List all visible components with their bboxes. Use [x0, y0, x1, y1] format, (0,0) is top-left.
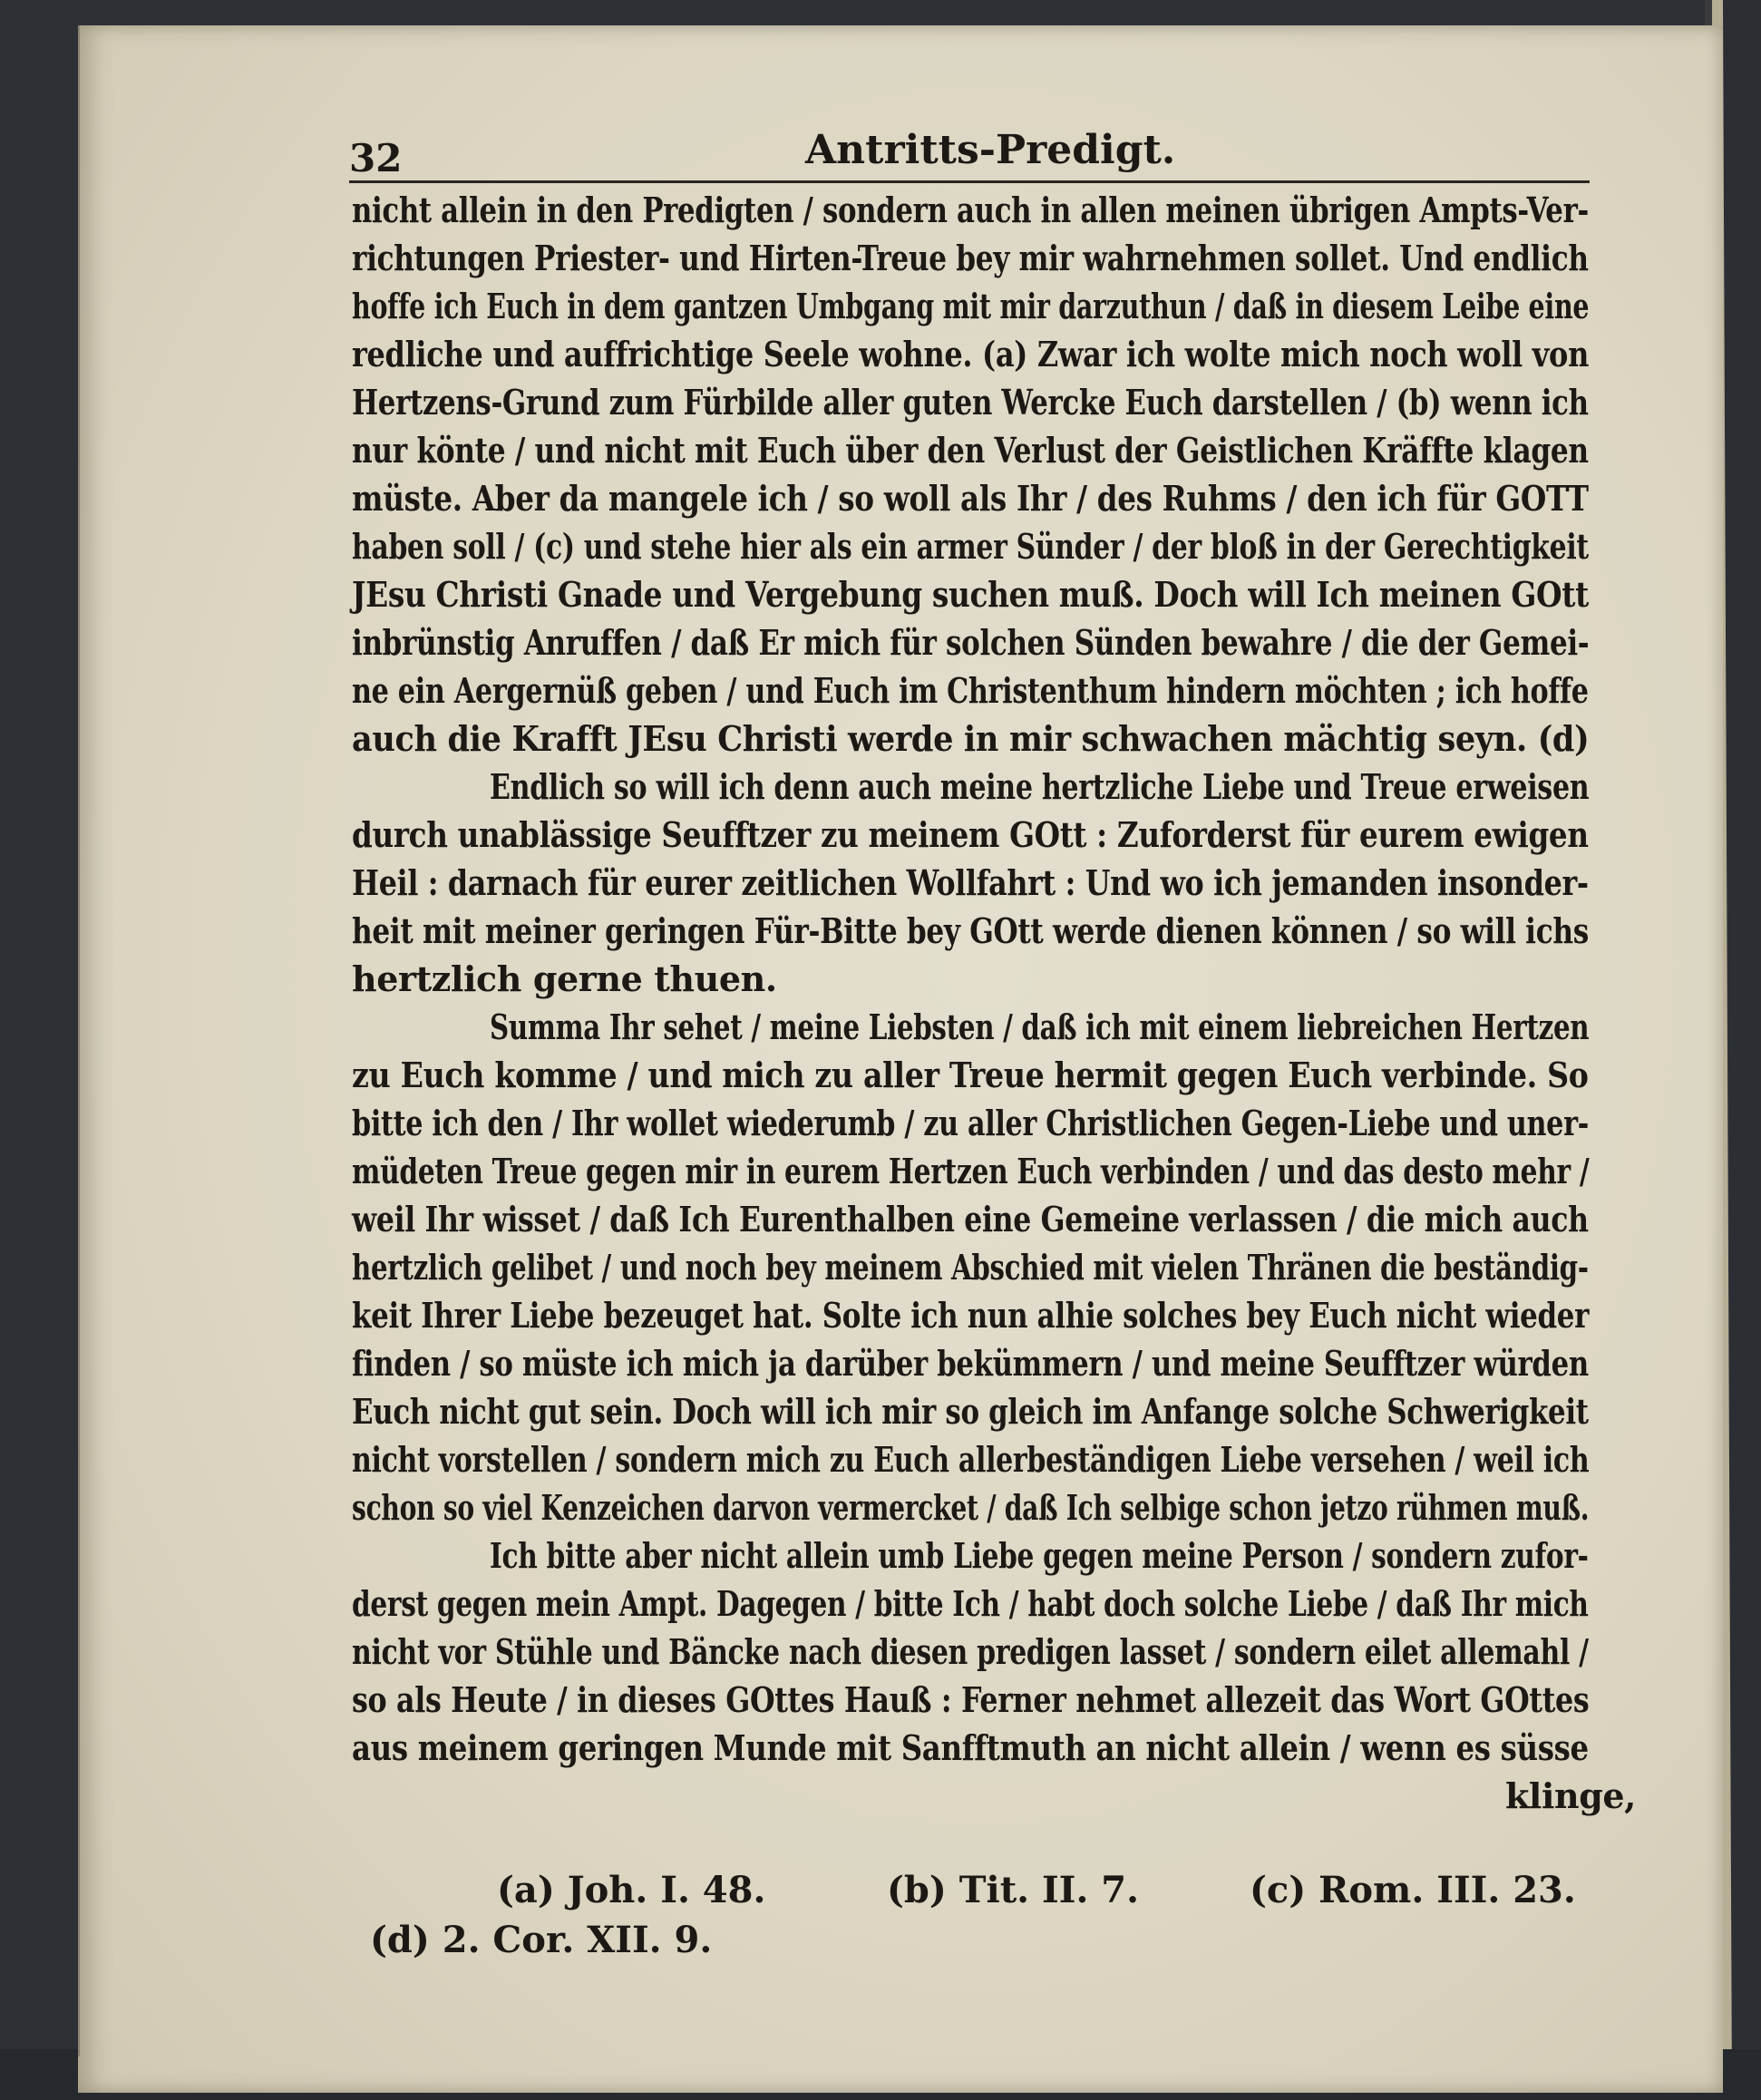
body-line: schon so viel Kenzeichen darvon vermercket / daß Ich selbige schon jetzo rühmen muß.: [352, 1487, 1590, 1528]
body-line: heit mit meiner geringen Für-Bitte bey GOtt werde dienen können / so will ichs: [352, 910, 1589, 951]
body-line: bitte ich den / Ihr wollet wiederumb / zu aller Christlichen Gegen-Liebe und uner-: [352, 1103, 1589, 1143]
body-line: hertzlich gerne thuen.: [352, 958, 777, 999]
body-line: hertzlich gelibet / und noch bey meinem Abschied mit vielen Thränen die beständig-: [352, 1247, 1589, 1288]
body-line: müste. Aber da mangele ich / so woll als Ihr / des Ruhms / den ich für GOTT: [352, 478, 1589, 519]
body-line: Endlich so will ich denn auch meine hertzliche Liebe und Treue erweisen: [490, 766, 1590, 807]
body-line: derst gegen mein Ampt. Dagegen / bitte Ich / habt doch solche Liebe / daß Ihr mich: [352, 1583, 1589, 1624]
body-line: Euch nicht gut sein. Doch will ich mir so gleich im Anfange solche Schwerigkeit: [352, 1391, 1589, 1432]
body-line: Hertzens-Grund zum Fürbilde aller guten Wercke Euch darstellen / (b) wenn ich: [352, 382, 1589, 423]
footnote-d: (d) 2. Cor. XII. 9.: [370, 1919, 713, 1961]
page-number: 32: [349, 136, 403, 180]
catchword: klinge,: [1505, 1775, 1637, 1816]
body-line: nicht vor Stühle und Bäncke nach diesen predigen lasset / sondern eilet allemahl /: [352, 1631, 1589, 1672]
body-line: Summa Ihr sehet / meine Liebsten / daß ich mit einem liebreichen Hertzen: [490, 1006, 1590, 1047]
body-line: richtungen Priester- und Hirten-Treue bey mir wahrnehmen sollet. Und endlich: [352, 238, 1589, 278]
body-line: durch unablässige Seufftzer zu meinem GOtt : Zuforderst für eurem ewigen: [352, 814, 1589, 855]
body-line: finden / so müste ich mich ja darüber bekümmern / und meine Seufftzer würden: [352, 1343, 1589, 1384]
body-line: Ich bitte aber nicht allein umb Liebe gegen meine Person / sondern zufor-: [490, 1535, 1589, 1576]
body-line: Heil : darnach für eurer zeitlichen Wollfahrt : Und wo ich jemanden insonder-: [352, 862, 1589, 903]
footnote-c: (c) Rom. III. 23.: [1250, 1869, 1576, 1911]
body-line: hoffe ich Euch in dem gantzen Umbgang mit mir darzuthun / daß in diesem Leibe eine: [352, 286, 1590, 326]
body-line: aus meinem geringen Munde mit Sanfftmuth an nicht allein / wenn es süsse: [352, 1727, 1589, 1768]
body-line: so als Heute / in dieses GOttes Hauß : Ferner nehmet allezeit das Wort GOttes: [352, 1679, 1590, 1720]
running-title: Antritts-Predigt.: [805, 127, 1176, 173]
body-line: weil Ihr wisset / daß Ich Eurenthalben eine Gemeine verlassen / die mich auch: [352, 1199, 1589, 1240]
body-line: JEsu Christi Gnade und Vergebung suchen muß. Doch will Ich meinen GOtt: [352, 574, 1589, 615]
body-line: zu Euch komme / und mich zu aller Treue hermit gegen Euch verbinde. So: [352, 1055, 1589, 1095]
body-line: haben soll / (c) und stehe hier als ein armer Sünder / der bloß in der Gerechtigkeit: [352, 526, 1589, 567]
header-rule: [349, 180, 1590, 183]
body-line: nicht allein in den Predigten / sondern auch in allen meinen übrigen Ampts-Ver-: [352, 190, 1589, 230]
footnote-a: (a) Joh. I. 48.: [497, 1869, 766, 1911]
body-line: keit Ihrer Liebe bezeuget hat. Solte ich nun alhie solches bey Euch nicht wieder: [352, 1295, 1590, 1336]
body-line: auch die Krafft JEsu Christi werde in mir schwachen mächtig seyn. (d): [352, 718, 1590, 759]
body-line: inbrünstig Anruffen / daß Er mich für solchen Sünden bewahre / die der Gemei-: [352, 622, 1590, 663]
body-line: müdeten Treue gegen mir in eurem Hertzen Euch verbinden / und das desto mehr /: [352, 1151, 1590, 1191]
body-line: nur könte / und nicht mit Euch über den Verlust der Geistlichen Kräffte klagen: [352, 430, 1589, 471]
body-line: ne ein Aergernüß geben / und Euch im Christenthum hindern möchten ; ich hoffe: [352, 670, 1589, 711]
body-line: redliche und auffrichtige Seele wohne. (a) Zwar ich wolte mich noch woll von: [352, 334, 1590, 374]
footnote-b: (b) Tit. II. 7.: [887, 1869, 1140, 1911]
body-line: nicht vorstellen / sondern mich zu Euch allerbeständigen Liebe versehen / weil ich: [352, 1439, 1590, 1480]
